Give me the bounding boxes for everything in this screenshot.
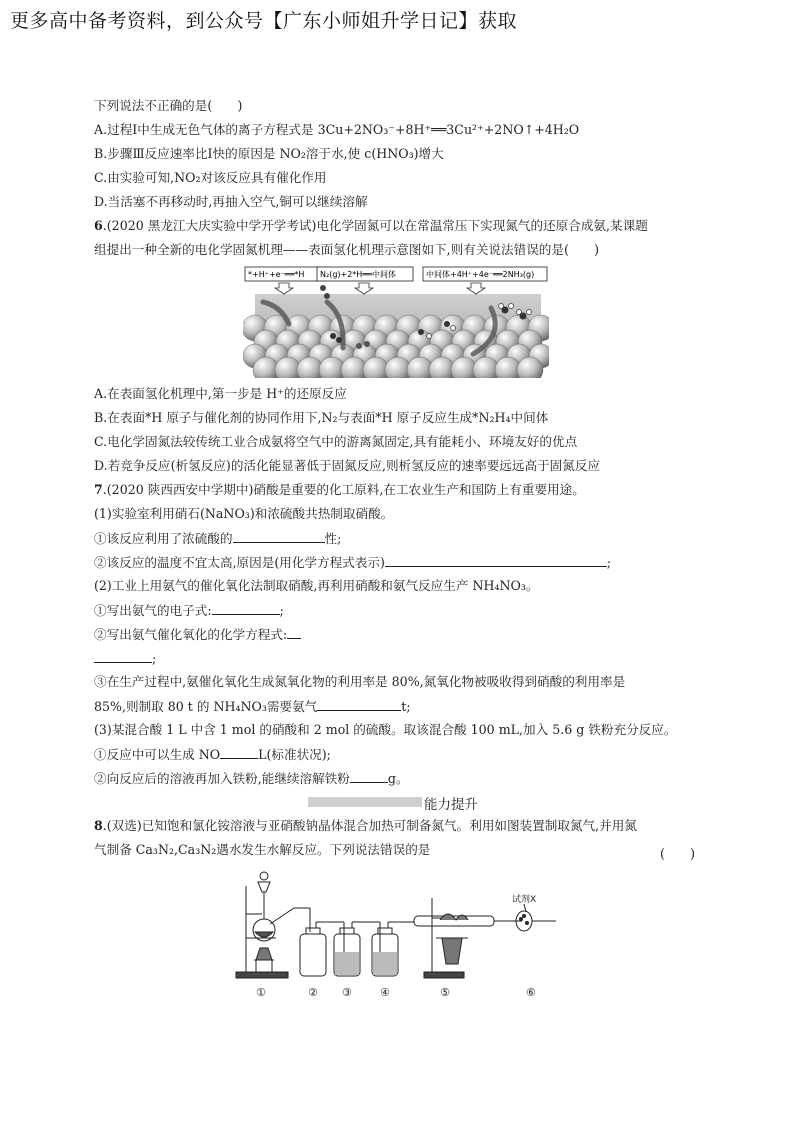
q7-part1b-text: ②该反应的温度不宜太高,原因是(用化学方程式表示): [94, 555, 385, 570]
q5-option-a: A.过程Ⅰ中生成无色气体的离子方程式是 3Cu+2NO₃⁻+8H⁺══3Cu²⁺+2NO↑+4H₂O: [94, 122, 580, 137]
promo-banner: 更多高中备考资料，到公众号【广东小师姐升学日记】获取: [10, 10, 518, 32]
q6-number: 6: [94, 218, 103, 233]
q7-answer-blank-5[interactable]: [317, 697, 401, 711]
q7-part2c-line2: [94, 697, 411, 716]
q7-part2c-text: 85%,则制取 80 t 的 NH₄NO₃需要氨气: [94, 699, 318, 714]
apparatus-4: [372, 922, 414, 976]
section-heading-bar: [308, 797, 422, 807]
q7-answer-blank-2[interactable]: [385, 553, 607, 567]
apparatus-6: [516, 904, 556, 931]
surface-hydrogenation-figure: [243, 266, 549, 378]
q6-option-d: D.若竞争反应(析氢反应)的活化能显著低于固氮反应,则析氢反应的速率要远远高于固氮反应: [94, 458, 601, 473]
q7-answer-blank-1[interactable]: [233, 529, 325, 543]
apparatus-label-6: ⑥: [526, 986, 536, 999]
q5-option-c: C.由实验可知,NO₂对该反应具有催化作用: [94, 170, 327, 185]
q7-part2b-text: ②写出氨气催化氧化的化学方程式:: [94, 627, 288, 642]
q7-part1: (1)实验室利用硝石(NaNO₃)和浓硫酸共热制取硝酸。: [94, 506, 394, 521]
q7-number: 7: [94, 482, 103, 497]
q6-option-a: A.在表面氢化机理中,第一步是 H⁺的还原反应: [94, 386, 347, 401]
apparatus-label-1: ①: [256, 986, 266, 999]
q7-part2b-suffix: ;: [152, 651, 157, 666]
q7-answer-blank-7[interactable]: [350, 769, 388, 783]
q8-answer-paren: ( ): [660, 846, 696, 861]
q6-stem-line2: 组提出一种全新的电化学固氮机理——表面氢化机理示意图如下,则有关说法错误的是( ): [94, 242, 599, 257]
q7-part2c-suffix: t;: [401, 699, 411, 714]
fig-eq1: *+H⁺+e⁻══*H: [248, 270, 305, 279]
apparatus-label-4: ④: [380, 986, 390, 999]
q7-part2a: [94, 601, 284, 620]
q7-part1b-suffix: ;: [606, 555, 612, 570]
q7-part3a: [94, 745, 331, 764]
q7-answer-blank-4a[interactable]: [287, 625, 301, 639]
fig-eq3: 中间体+4H⁺+4e⁻══2NH₃(g): [426, 270, 535, 279]
q5-option-d: D.当活塞不再移动时,再抽入空气,铜可以继续溶解: [94, 194, 368, 209]
q7-part1a-suffix: 性;: [324, 531, 342, 546]
q7-part3: (3)某混合酸 1 L 中含 1 mol 的硝酸和 2 mol 的硫酸。取该混合酸 100 mL,加入 5.6 g 铁粉充分反应。: [94, 722, 677, 737]
q6-option-b: B.在表面*H 原子与催化剂的协同作用下,N₂与表面*H 原子反应生成*N₂H₄中间体: [94, 410, 549, 425]
apparatus-label-5: ⑤: [440, 986, 450, 999]
fig-down-arrows: [275, 283, 485, 294]
q7-part3b-suffix: g。: [387, 771, 409, 786]
q7-part3b: [94, 769, 409, 788]
q7-part3a-suffix: L(标准状况);: [258, 747, 331, 762]
apparatus-label-2: ②: [308, 986, 318, 999]
q7-part3a-text: ①反应中可以生成 NO: [94, 747, 221, 762]
q7-part2b-cont: [94, 649, 156, 668]
q7-part2a-text: ①写出氨气的电子式:: [94, 603, 212, 618]
q8-stem-text: .(双选)已知饱和氯化铵溶液与亚硝酸钠晶体混合加热可制备氮气。利用如图装置制取氮气,并用氮: [102, 818, 637, 833]
q7-stem-text: .(2020 陕西西安中学期中)硝酸是重要的化工原料,在工农业生产和国防上有重要用途。: [102, 482, 585, 497]
q7-part1a: [94, 529, 341, 548]
reagent-x-label: 试剂X: [512, 895, 537, 905]
q7-answer-blank-4b[interactable]: [94, 649, 152, 663]
q6-stem-text: .(2020 黑龙江大庆实验中学开学考试)电化学固氮可以在常温常压下实现氮气的还原合成氨,某课题: [102, 218, 648, 233]
q7-part1b: [94, 553, 611, 572]
q7-answer-blank-6[interactable]: [220, 745, 258, 759]
apparatus-1: [236, 872, 310, 978]
q8-stem-line2: 气制备 Ca₃N₂,Ca₃N₂遇水发生水解反应。下列说法错误的是: [94, 842, 431, 857]
q7-part2b: [94, 625, 301, 644]
q7-part3b-text: ②向反应后的溶液再加入铁粉,能继续溶解铁粉: [94, 771, 350, 786]
q5-option-b: B.步骤Ⅲ反应速率比Ⅰ快的原因是 NO₂溶于水,使 c(HNO₃)增大: [94, 146, 444, 161]
fig-eq2: N₂(g)+2*H══中间体: [320, 270, 396, 279]
section-heading: [308, 793, 508, 811]
q8-stem-line1: [94, 817, 637, 835]
q6-stem-line1: [94, 217, 648, 235]
q8-number: 8: [94, 818, 103, 833]
q6-option-c: C.电化学固氮法较传统工业合成氨将空气中的游离氮固定,具有能耗小、环境友好的优点: [94, 434, 578, 449]
apparatus-figure: [234, 868, 564, 1006]
apparatus-5: [414, 898, 522, 978]
q7-part2a-suffix: ;: [279, 603, 284, 618]
q7-part2: (2)工业上用氨气的催化氧化法制取硝酸,再利用硝酸和氨气反应生产 NH₄NO₃。: [94, 578, 539, 593]
q7-answer-blank-3[interactable]: [212, 601, 280, 615]
q7-part1a-text: ①该反应利用了浓硫酸的: [94, 531, 233, 546]
apparatus-label-3: ③: [342, 986, 352, 999]
q7-stem-line: [94, 481, 585, 499]
q7-part2c-line1: ③在生产过程中,氨催化氧化生成氮氧化物的利用率是 80%,氮氧化物被吸收得到硝酸的利用率是: [94, 674, 626, 689]
q5-prompt: 下列说法不正确的是( ): [94, 98, 243, 113]
section-heading-label: 能力提升: [424, 797, 478, 813]
